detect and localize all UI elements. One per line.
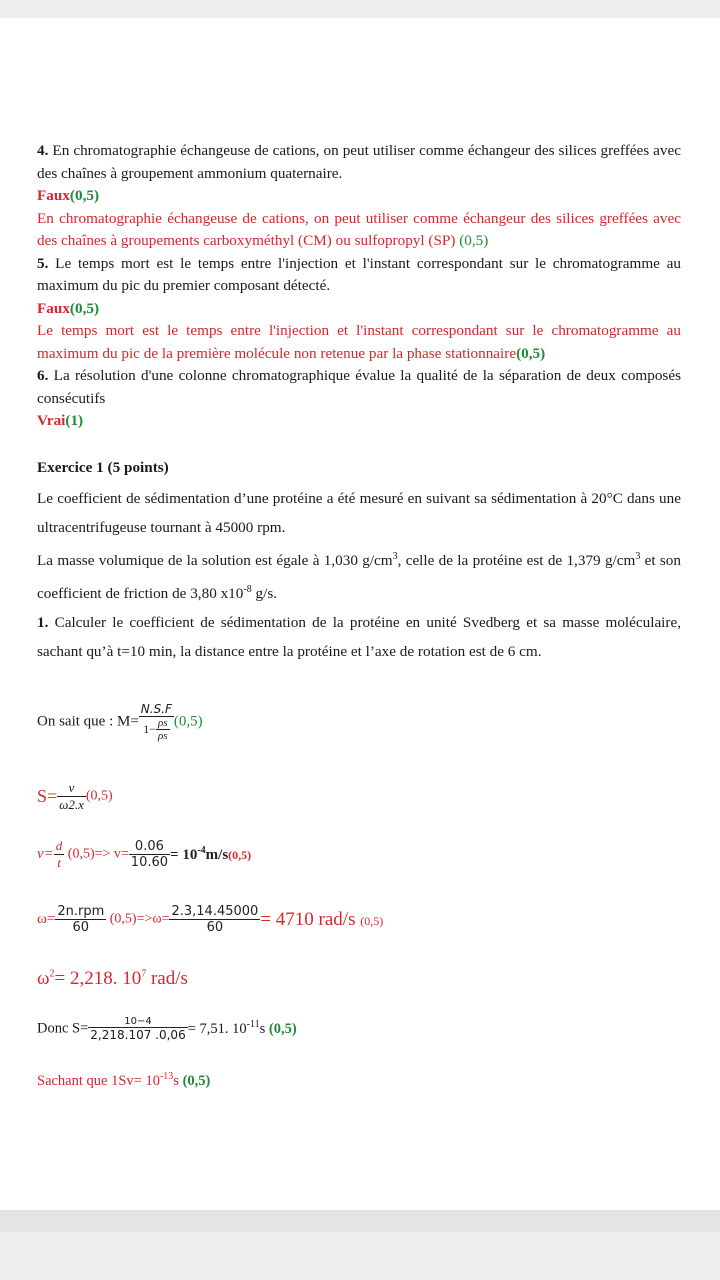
points: (0,5) — [69, 187, 100, 204]
text: = 2,218. 10 — [54, 968, 142, 989]
numerator: N.S.F — [140, 702, 172, 716]
denominator: t — [57, 855, 61, 870]
superscript: -4 — [197, 845, 206, 856]
denominator: 2,218.107 .0,06 — [90, 1028, 186, 1042]
numerator: 10−4 — [88, 1016, 187, 1028]
question-text: En chromatographie échangeuse de cations, on peut utiliser comme échangeur des silices greffées avec des chaînes à groupement ammonium quaternaire. — [37, 142, 681, 182]
formula-mass — [37, 702, 203, 742]
question-number: 4. — [37, 142, 49, 159]
numerator: 2.3,14.45000 — [171, 904, 259, 919]
correction-4 — [37, 208, 681, 253]
denominator: 60 — [72, 920, 90, 935]
text: 1− — [143, 721, 156, 736]
velocity-result — [170, 847, 251, 863]
text: g/s. — [251, 584, 278, 602]
answer-label: Faux — [37, 299, 70, 317]
text: = — [170, 847, 183, 863]
points: (0,5) — [268, 1021, 297, 1038]
fraction — [139, 702, 174, 742]
text: La masse volumique de la solution est égale à 1,030 g/cm — [37, 551, 393, 569]
page-separator — [0, 1210, 720, 1232]
fraction — [57, 780, 86, 813]
text: s — [259, 1021, 269, 1038]
correction-text: En chromatographie échangeuse de cations, on peut utiliser comme échangeur des silices greffées avec des chaînes à groupements carboxyméthyl (CM) ou sulfopropyl (SP) — [37, 209, 681, 249]
answer-6 — [37, 410, 681, 433]
question-text: La résolution d'une colonne chromatographique évalue la qualité de la séparation de deux composés consécutifs — [37, 367, 681, 407]
omega-result — [260, 909, 383, 930]
numerator: 0.06 — [129, 839, 170, 855]
question-5 — [37, 253, 681, 298]
exercise-paragraph-1: Le coefficient de sédimentation d’une protéine a été mesuré en suivant sa sédimentation à 20°C dans une ultracentrifugeuse tournant à 45000 rpm. — [37, 489, 681, 536]
denominator: ρs — [157, 730, 168, 742]
question-6 — [37, 365, 681, 410]
fraction — [169, 904, 260, 935]
formula-label: v= — [37, 846, 54, 862]
formula-label: Donc S= — [37, 1020, 89, 1037]
numerator: d — [55, 838, 63, 853]
question-number: 5. — [37, 254, 49, 272]
formula-label: ω= — [37, 911, 56, 927]
correction-text: Le temps mort est le temps entre l'injection et l'instant correspondant sur le chromatogramme au maximum du pic de la première molécule non retenue par la phase stationnaire — [37, 322, 681, 362]
answer-5 — [37, 298, 681, 321]
text: = 7,51. 10 — [187, 1021, 247, 1038]
exercise-question-1 — [37, 608, 681, 666]
text: , celle de la protéine est de 1,379 g/cm — [397, 551, 636, 569]
superscript: -13 — [159, 1071, 174, 1082]
formula-label: S= — [37, 786, 58, 806]
text: (0,5)=>ω= — [106, 911, 170, 927]
text: 10 — [182, 847, 198, 863]
superscript: 2 — [49, 968, 55, 980]
numerator: v — [57, 780, 86, 797]
denominator: 60 — [206, 920, 224, 935]
points: (0,5) — [459, 232, 489, 249]
denominator — [139, 717, 174, 742]
fraction — [54, 838, 65, 871]
question-number: 1. — [37, 613, 49, 631]
svedberg-note — [37, 1071, 210, 1090]
numerator: ρs — [157, 717, 168, 729]
document-content — [37, 140, 681, 666]
question-number: 6. — [37, 367, 49, 384]
question-text: Calculer le coefficient de sédimentation de la protéine en unité Svedberg et sa masse moléculaire, sachant qu’à t=10 min, la distance entre la protéine et l’axe de rotation est de 6 cm. — [37, 613, 681, 660]
formula-omega — [37, 904, 383, 935]
points: (0,5) — [69, 299, 100, 317]
text: s — [173, 1072, 183, 1089]
points: (1) — [65, 412, 84, 429]
formula-donc — [37, 1016, 297, 1042]
formula-v — [37, 838, 251, 871]
exercise-title: Exercice 1 (5 points) — [37, 458, 169, 476]
answer-4 — [37, 185, 681, 208]
inner-fraction — [156, 717, 170, 742]
fraction — [55, 904, 106, 935]
text: (0,5)=> v= — [64, 846, 129, 862]
text: et son coefficient de friction de 3,80 x10 — [37, 551, 681, 602]
points: (0,5) — [360, 913, 384, 928]
superscript: -8 — [243, 583, 252, 595]
exercise-paragraph-2 — [37, 542, 681, 608]
answer-label: Vrai — [37, 412, 66, 429]
donc-result — [188, 1021, 297, 1037]
formula-label: On sait que : M= — [37, 713, 139, 730]
text: m/s — [205, 847, 229, 863]
points: (0,5) — [85, 788, 113, 804]
formula-s — [37, 780, 113, 813]
points: (0,5) — [228, 848, 252, 862]
answer-label: Faux — [37, 187, 70, 204]
question-4 — [37, 140, 681, 185]
fraction — [129, 839, 170, 870]
correction-5 — [37, 320, 681, 365]
superscript: 3 — [392, 550, 398, 562]
superscript: 7 — [141, 968, 147, 980]
text: ω — [37, 968, 50, 989]
denominator: 10.60 — [130, 855, 169, 870]
question-text: Le temps mort est le temps entre l'injection et l'instant correspondant sur le chromatogramme au maximum du pic du premier composant détecté. — [37, 254, 681, 294]
text: rad/s — [146, 968, 188, 989]
denominator: ω2.x — [59, 797, 84, 812]
superscript: 3 — [635, 550, 641, 562]
text: = 4710 rad/s — [260, 908, 361, 930]
text: Sachant que 1Sv= 10 — [37, 1072, 160, 1089]
points: (0,5) — [173, 713, 203, 730]
points: (0,5) — [516, 344, 546, 362]
formula-omega-squared — [37, 968, 188, 990]
points: (0,5) — [182, 1072, 211, 1089]
numerator: 2n.rpm — [57, 904, 105, 919]
fraction — [88, 1016, 187, 1042]
superscript: -11 — [246, 1019, 260, 1031]
